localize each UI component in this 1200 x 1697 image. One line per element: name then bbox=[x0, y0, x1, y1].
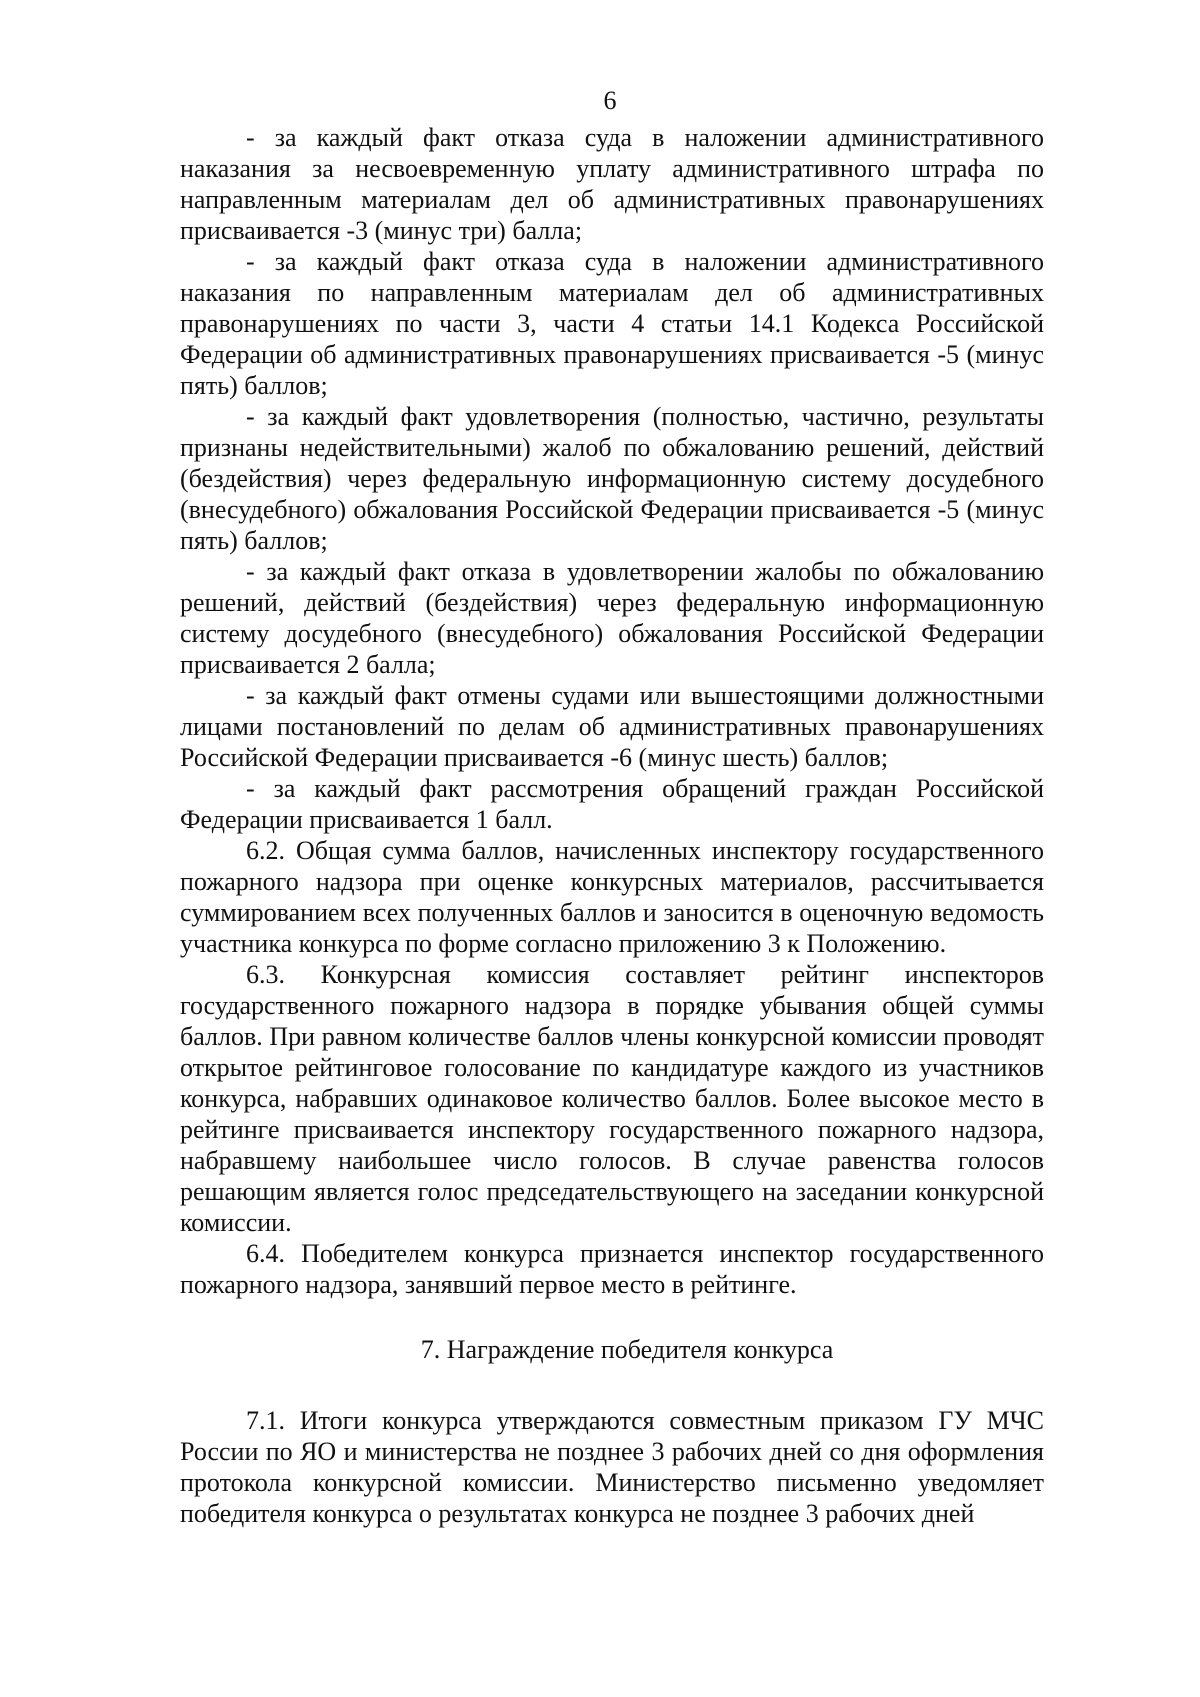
paragraph-court-refusal-article-14-1: - за каждый факт отказа суда в наложении административного наказания по направленным материалам дел об административных правонарушениях по части 3, части 4 статьи 14.1 Кодекса Российской Федерации об административных правонарушениях присваивается -5 (минус пять) баллов; bbox=[180, 247, 1044, 400]
paragraph-6-4: 6.4. Победителем конкурса признается инспектор государственного пожарного надзора, занявший первое место в рейтинге. bbox=[180, 1239, 1044, 1299]
paragraph-resolution-cancelled: - за каждый факт отмены судами или вышестоящими должностными лицами постановлений по делам об административных правонарушениях Российской Федерации присваивается -6 (минус шесть) баллов; bbox=[180, 681, 1044, 772]
paragraph-complaint-satisfied: - за каждый факт удовлетворения (полностью, частично, результаты признаны недействительными) жалоб по обжалованию решений, действий (бездействия) через федеральную информационную систему досудебного (внесудебного) обжалования Российской Федерации присваивается -5 (минус пять) баллов; bbox=[180, 402, 1044, 555]
paragraph-7-1: 7.1. Итоги конкурса утверждаются совместным приказом ГУ МЧС России по ЯО и министерства не позднее 3 рабочих дней со дня оформления протокола конкурсной комиссии. Министерство письменно уведомляет победителя конкурса о результатах конкурса не позднее 3 рабочих дней bbox=[180, 1406, 1044, 1528]
section-heading: 7. Награждение победителя конкурса bbox=[420, 1335, 834, 1364]
paragraph-6-3: 6.3. Конкурсная комиссия составляет рейтинг инспекторов государственного пожарного надзора в порядке убывания общей суммы баллов. При равном количестве баллов члены конкурсной комиссии проводят открытое рейтинговое голосование по кандидатуре каждого из участников конкурса, набравших одинаковое количество баллов. Более высокое место в рейтинге присваивается инспектору государственного пожарного надзора, набравшему наибольшее число голосов. В случае равенства голосов решающим является голос председательствующего на заседании конкурсной комиссии. bbox=[180, 960, 1044, 1237]
paragraph-6-2: 6.2. Общая сумма баллов, начисленных инспектору государственного пожарного надзора при оценке конкурсных материалов, рассчитывается суммированием всех полученных баллов и заносится в оценочную ведомость участника конкурса по форме согласно приложению 3 к Положению. bbox=[180, 836, 1044, 958]
paragraph-complaint-refused: - за каждый факт отказа в удовлетворении жалобы по обжалованию решений, действий (бездействия) через федеральную информационную систему досудебного (внесудебного) обжалования Российской Федерации присваивается 2 балла; bbox=[180, 557, 1044, 679]
document-body bbox=[180, 122, 1044, 1529]
paragraph-court-refusal-late-fine: - за каждый факт отказа суда в наложении административного наказания за несвоевременную уплату административного штрафа по направленным материалам дел об административных правонарушениях присваивается -3 (минус три) балла; bbox=[180, 123, 1044, 245]
page-number: 6 bbox=[603, 86, 617, 115]
paragraph-citizen-appeals: - за каждый факт рассмотрения обращений граждан Российской Федерации присваивается 1 балл. bbox=[180, 774, 1044, 834]
